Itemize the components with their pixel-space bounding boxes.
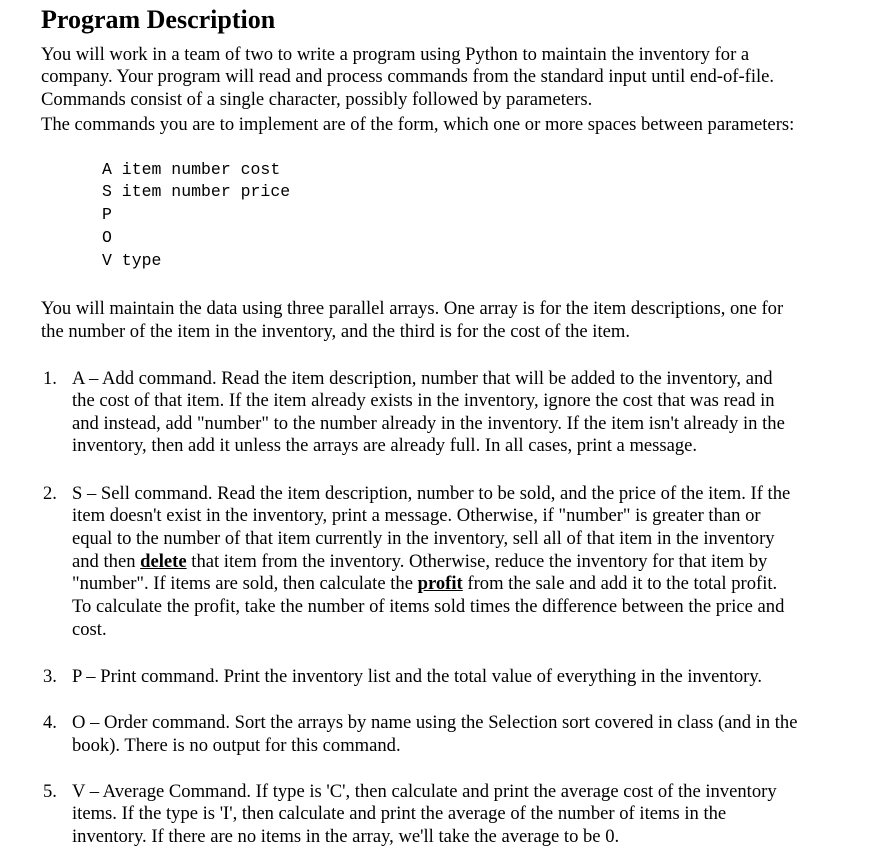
command-form: O [102,228,112,247]
line-text: from the sale and add it to the total profit. [462,573,778,594]
list-item-line: inventory. If there are no items in the array, we'll take the average to be 0. [72,826,620,847]
list-item-line: inventory, then add it unless the arrays are already full. In all cases, print a message. [72,435,698,456]
intro-line: Commands consist of a single character, possibly followed by parameters. [41,89,593,110]
list-item-line: P – Print command. Print the inventory list and the total value of everything in the inventory. [72,666,763,687]
line-text: and then [72,551,141,572]
list-number: 4. [43,712,57,733]
list-item-line: A – Add command. Read the item description, number that will be added to the inventory, and [72,368,773,389]
list-number: 3. [43,666,57,687]
command-form: A item number cost [102,160,281,179]
intro-line: company. Your program will read and process commands from the standard input until end-of-file. [41,66,775,87]
line-text: "number". If items are sold, then calculate the [72,573,418,594]
list-number: 2. [43,483,57,504]
line-text: that item from the inventory. Otherwise, reduce the inventory for that item by [186,551,768,572]
list-item-line: the cost of that item. If the item already exists in the inventory, ignore the cost that was read in [72,390,775,411]
intro-line: You will work in a team of two to write a program using Python to maintain the inventory for a [41,44,750,65]
list-item-line: O – Order command. Sort the arrays by name using the Selection sort covered in class (and in the [72,712,798,733]
profit-emphasis: profit [417,573,463,594]
list-item-line: To calculate the profit, take the number of items sold times the difference between the price and [72,596,785,617]
list-item-line: items. If the type is 'I', then calculate and print the average of the number of items in the [72,803,727,824]
list-item-line: book). There is no output for this command. [72,735,401,756]
arrays-line: You will maintain the data using three parallel arrays. One array is for the item descriptions, one for [41,298,784,319]
command-form: P [102,205,112,224]
list-item-line: equal to the number of that item currently in the inventory, sell all of that item in the inventory [72,528,775,549]
list-item-line: S – Sell command. Read the item description, number to be sold, and the price of the item. If the [72,483,791,504]
list-item-line: cost. [72,619,107,640]
list-item-line [72,573,777,595]
list-item-line: V – Average Command. If type is 'C', then calculate and print the average cost of the inventory [72,781,777,802]
arrays-line: the number of the item in the inventory, and the third is for the cost of the item. [41,321,630,342]
delete-emphasis: delete [140,551,187,572]
intro-line: The commands you are to implement are of the form, which one or more spaces between parameters: [41,114,795,135]
command-form: V type [102,251,162,270]
list-item-line: item doesn't exist in the inventory, print a message. Otherwise, if "number" is greater than or [72,505,761,526]
list-item-line: and instead, add "number" to the number already in the inventory. If the item isn't already in the [72,413,785,434]
list-number: 5. [43,781,57,802]
command-form: S item number price [102,182,291,201]
list-item-line [72,551,767,573]
page-title: Program Description [41,5,276,34]
list-number: 1. [43,368,57,389]
